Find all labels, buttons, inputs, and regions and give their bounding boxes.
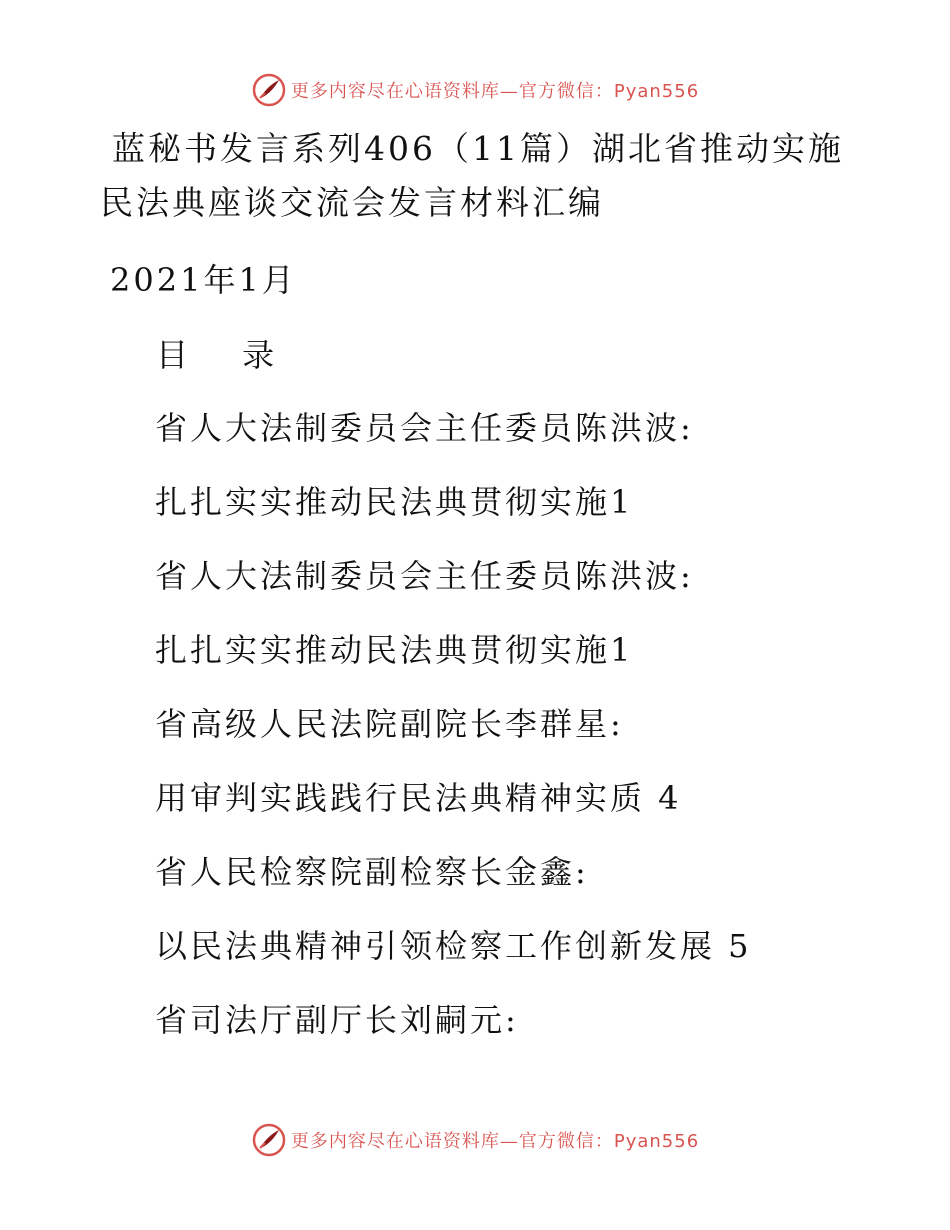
document-date: 2021年1月: [110, 261, 297, 299]
toc-line: 省人民检察院副检察长金鑫:: [155, 853, 589, 891]
toc-line: 省人大法制委员会主任委员陈洪波:: [155, 409, 694, 447]
toc-line: 用审判实践践行民法典精神实质 4: [155, 779, 682, 817]
watermark-text: 更多内容尽在心语资料库—官方微信：Pyan556: [290, 1131, 700, 1152]
watermark-text: 更多内容尽在心语资料库—官方微信：Pyan556: [290, 81, 700, 102]
header-watermark: [0, 70, 950, 110]
footer-watermark: [0, 1120, 950, 1160]
toc-heading: 目 录: [156, 336, 297, 374]
watermark-wechat-id: Pyan556: [613, 1131, 700, 1152]
quill-logo-icon: [251, 72, 287, 108]
document-title: 蓝秘书发言系列406（11篇）湖北省推动实施民法典座谈交流会发言材料汇编: [100, 129, 844, 222]
table-of-contents: [155, 403, 752, 1069]
toc-line: 省人大法制委员会主任委员陈洪波:: [155, 557, 694, 595]
toc-line: 省司法厅副厅长刘嗣元:: [155, 1001, 519, 1039]
toc-line: 省高级人民法院副院长李群星:: [155, 705, 624, 743]
toc-line: 扎扎实实推动民法典贯彻实施1: [155, 631, 634, 669]
watermark-wechat-id: Pyan556: [613, 81, 700, 102]
toc-line: 以民法典精神引领检察工作创新发展 5: [155, 927, 752, 965]
quill-logo-icon: [251, 1122, 287, 1158]
toc-line: 扎扎实实推动民法典贯彻实施1: [155, 483, 634, 521]
